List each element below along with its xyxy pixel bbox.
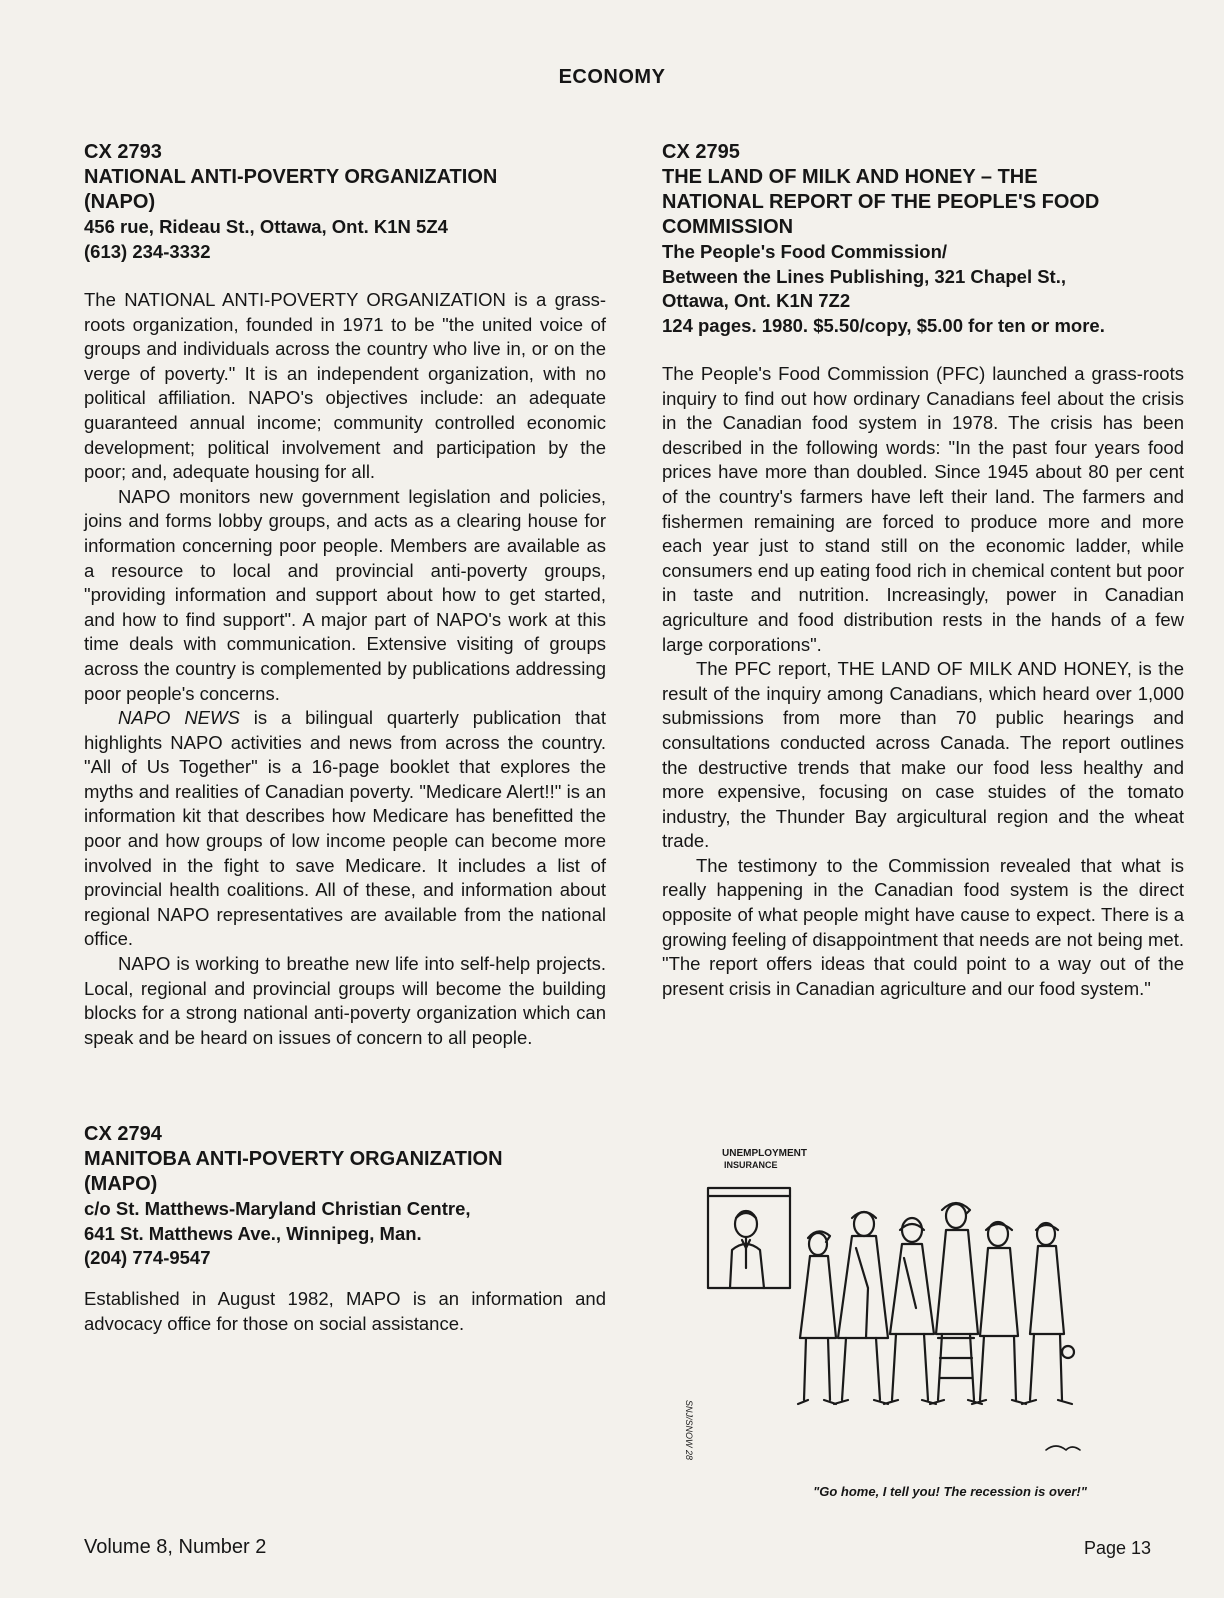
clerk-figure: [730, 1211, 764, 1288]
section-title: ECONOMY: [558, 66, 666, 88]
entry-name: NATIONAL ANTI-POVERTY ORGANIZATION: [84, 166, 498, 188]
artist-signature: SNJ/SNOW 28: [684, 1400, 694, 1461]
office-window: [708, 1188, 790, 1288]
paragraph: The testimony to the Commission revealed that what is really happening in the Canadian food system is the direct opposite of what people might have cause to expect. There is a growing feeling of disappointment that needs are not being met. "The report offers ideas that could point to a way out of the present crisis in Canadian agriculture and our food system.": [662, 854, 1184, 999]
woman-figure: [798, 1231, 836, 1404]
entry-code: CX 2794: [84, 1123, 162, 1146]
entry-code: CX 2795: [662, 141, 740, 163]
entry-acronym: (NAPO): [84, 191, 156, 213]
entry-publisher: Ottawa, Ont. K1N 7Z2: [662, 290, 851, 311]
cartoon-caption: "Go home, I tell you! The recession is over!": [813, 1484, 1087, 1499]
man-figure: [834, 1212, 888, 1404]
paragraph: The People's Food Commission (PFC) launched a grass-roots inquiry to find out how ordinary Canadians feel about the crisis in the Canadian food system in 1978. The crisis has been described in the following words: "In the past four years food prices have more than doubled. Since 1945 about 80 per cent of the country's farmers have left their land. The farmers and fishermen remaining are forced to produce more and more each year just to stand still on the economic ladder, while consumers end up eating food rich in chemical content but poor in taste and nutrition. Increasingly, power in Canadian agriculture and food distribution rests in the hands of a few large corporations".: [662, 363, 1184, 655]
entry-body: [662, 362, 1184, 1001]
entry-body: [84, 1287, 606, 1336]
paragraph-text: is a bilingual quarterly publication that highlights NAPO activities and news from across the country. "All of Us Together" is a 16-page booklet that explores the myths and realities of Canadian poverty. "Medicare Alert!!" is an information kit that describes how Medicare has benefitted the poor and how groups of low income people can become more involved in the fight to save Medicare. It includes a list of provincial health coalitions. All of these, and information about regional NAPO representatives are available from the national office.: [84, 707, 606, 950]
right-column: [662, 140, 1184, 1001]
entry-address: 641 St. Matthews Ave., Winnipeg, Man.: [84, 1222, 422, 1244]
entry-acronym: (MAPO): [84, 1173, 158, 1196]
man-figure: [930, 1203, 982, 1404]
paragraph: Established in August 1982, MAPO is an information and advocacy office for those on social assistance.: [84, 1287, 606, 1334]
entry-cx2794: [84, 1122, 606, 1336]
entry-phone: (204) 774-9547: [84, 1247, 211, 1269]
paragraph: The NATIONAL ANTI-POVERTY ORGANIZATION is a grass-roots organization, founded in 1971 to be "the united voice of groups and individuals across the country who live in, or on the verge of poverty." It is an independent organization, with no political affiliation. NAPO's objectives include: an adequate guaranteed annual income; community controlled economic development; political involvement and participation by the poor; and, adequate housing for all.: [84, 289, 606, 483]
entry-cx2793: [84, 140, 606, 1050]
page-number: Page 13: [1084, 1538, 1152, 1558]
paragraph: NAPO is working to breathe new life into self-help projects. Local, regional and provincial groups will become the building blocks for a strong national anti-poverty organization which can speak and be heard on issues of concern to all people.: [84, 953, 606, 1048]
sign-text: INSURANCE: [724, 1160, 778, 1170]
entry-cx2795: [662, 140, 1184, 1001]
man-figure: [972, 1222, 1026, 1404]
man-figure: [1022, 1223, 1074, 1404]
entry-name: MANITOBA ANTI-POVERTY ORGANIZATION: [84, 1148, 503, 1171]
entry-publisher: The People's Food Commission/: [662, 241, 948, 262]
entry-address: 456 rue, Rideau St., Ottawa, Ont. K1N 5Z4: [84, 216, 448, 237]
entry-phone: (613) 234-3332: [84, 240, 211, 262]
cartoon-illustration: [684, 1138, 1136, 1498]
paragraph: [84, 706, 606, 952]
man-figure: [884, 1218, 936, 1404]
paragraph: NAPO monitors new government legislation and policies, joins and forms lobby groups, and acts as a clearing house for information concerning poor people. Members are available as a resource to local and provincial anti-poverty groups, "providing information and support about how to get started, and how to find support". A major part of NAPO's work at this time deals with communication. Extensive visiting of groups across the country is complemented by publications addressing poor people's concerns.: [84, 485, 606, 704]
entry-details: 124 pages. 1980. $5.50/copy, $5.00 for ten or more.: [662, 314, 1105, 336]
entry-body: [84, 288, 606, 1050]
paragraph: The PFC report, THE LAND OF MILK AND HONEY, is the result of the inquiry among Canadians, which heard over 1,000 submissions from more than 70 public hearings and consultations conducted across Canada. The report outlines the destructive trends that make our food less healthy and more expensive, focusing on case stuides of the tomato industry, the Thunder Bay argicultural region and the wheat trade.: [662, 658, 1184, 852]
entry-header: [84, 1122, 606, 1271]
left-column: [84, 140, 606, 1336]
entry-title: THE LAND OF MILK AND HONEY – THE: [662, 166, 1038, 188]
entry-header: [84, 140, 606, 264]
entry-address: c/o St. Matthews-Maryland Christian Centre,: [84, 1198, 471, 1220]
entry-code: CX 2793: [84, 141, 162, 163]
entry-header: [662, 140, 1184, 338]
volume-number: Volume 8, Number 2: [84, 1536, 267, 1558]
entry-publisher: Between the Lines Publishing, 321 Chapel St.,: [662, 265, 1067, 287]
entry-title: COMMISSION: [662, 216, 794, 238]
sign-text: UNEMPLOYMENT: [722, 1148, 807, 1159]
entry-title: NATIONAL REPORT OF THE PEOPLE'S FOOD: [662, 191, 1100, 213]
scribble-signature: [1046, 1446, 1080, 1450]
publication-title: NAPO NEWS: [118, 707, 240, 729]
